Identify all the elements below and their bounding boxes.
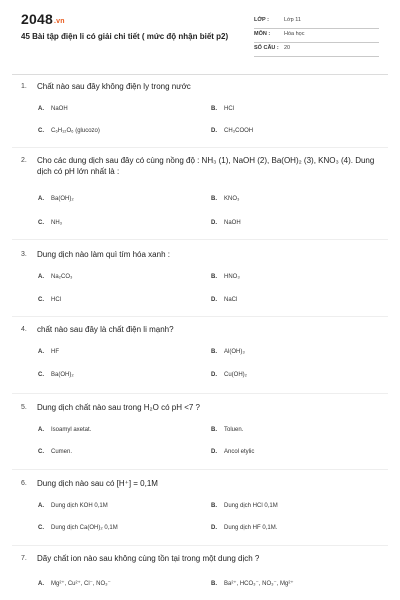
question-stem [21,249,386,260]
option-text: HF [51,349,59,355]
meta-label: SỐ CÂU : [254,45,279,51]
option-text: Dung dịch KOH 0,1M [51,503,108,509]
option-a[interactable] [38,427,91,433]
option-text: NaCl [224,297,238,303]
option-letter: D. [211,128,217,134]
question-4 [21,324,386,378]
option-letter: C. [38,128,44,134]
option-b[interactable] [211,106,234,112]
meta-value: Hóa học [284,31,305,37]
option-d[interactable] [211,449,254,455]
logo-suffix: .vn [53,18,65,25]
option-text: Cumen. [51,449,73,455]
option-letter: D. [211,372,217,378]
option-c[interactable] [38,372,74,378]
option-a[interactable] [38,196,74,202]
option-d[interactable] [211,220,241,226]
option-letter: B. [211,196,217,202]
option-d[interactable] [211,372,247,378]
option-letter: A. [38,427,44,433]
question-number: 5. [21,404,27,411]
question-text: Dung dịch chất nào sau trong H₂O có pH <7 ? [37,403,200,412]
option-b[interactable] [211,274,240,280]
option-b[interactable] [211,349,245,355]
option-letter: D. [211,297,217,303]
option-text: Toluen. [224,427,244,433]
option-letter: D. [211,449,217,455]
option-text: Dung dịch HCl 0,1M [224,503,278,509]
option-d[interactable] [211,297,237,303]
option-letter: A. [38,274,44,280]
option-letter: B. [211,349,217,355]
option-letter: B. [211,581,217,587]
option-c[interactable] [38,297,61,303]
question-5 [21,402,386,455]
question-text: chất nào sau đây là chất điện li mạnh? [37,325,174,334]
option-text: Ba²⁺, HCO₃⁻, NO₃⁻, Mg²⁺ [224,581,294,587]
option-d[interactable] [211,525,277,531]
option-text: Na₂CO₃ [51,274,73,280]
meta-label: MÔN : [254,31,271,37]
logo-text: 2048 [21,11,53,27]
option-letter: C. [38,525,44,531]
option-c[interactable] [38,525,118,531]
option-text: Dung dịch Ca(OH)₂ 0,1M [51,525,118,531]
option-text: HCl [224,106,234,112]
option-letter: D. [211,220,217,226]
question-divider [12,316,388,317]
question-number: 4. [21,326,27,333]
question-text: Dãy chất ion nào sau không cùng tồn tại trong một dung dịch ? [37,554,260,563]
question-6 [21,478,386,531]
option-text: HCl [51,297,61,303]
option-letter: C. [38,297,44,303]
option-letter: C. [38,449,44,455]
question-number: 2. [21,157,27,164]
option-a[interactable] [38,349,59,355]
option-text: Isoamyl axetat. [51,427,92,433]
option-letter: B. [211,503,217,509]
meta-value: 20 [284,45,291,51]
question-number: 1. [21,83,27,90]
meta-count-row [254,43,379,57]
question-text: Chất nào sau đây không điện ly trong nước [37,82,191,91]
question-stem [21,81,386,92]
option-letter: B. [211,106,217,112]
option-c[interactable] [38,220,62,226]
option-text: Dung dịch HF 0,1M. [224,525,278,531]
option-letter: B. [211,274,217,280]
question-stem [21,553,386,564]
question-number: 6. [21,480,27,487]
option-text: C₆H₁₂O₆ (glucozo) [51,128,100,134]
question-number: 7. [21,555,27,562]
question-stem [21,324,386,335]
option-c[interactable] [38,128,100,134]
option-text: Mg²⁺, Cu²⁺, Cl⁻, NO₃⁻ [51,581,111,587]
question-text: Cho các dung dịch sau đây có cùng nồng độ : NH₃ (1), NaOH (2), Ba(OH)₂ (3), KNO₃ (4). Dung dịch có pH lớn nhất là : [37,156,375,176]
site-logo[interactable] [21,11,65,27]
option-a[interactable] [38,580,111,587]
option-letter: A. [38,503,44,509]
option-text: Cu(OH)₂ [224,372,247,378]
option-b[interactable] [211,427,243,433]
question-3 [21,249,386,303]
option-b[interactable] [211,196,239,202]
option-a[interactable] [38,274,72,280]
option-b[interactable] [211,503,278,509]
meta-label: LỚP : [254,17,269,23]
page-title: 45 Bài tập điện li có giải chi tiết ( mức độ nhận biết p2) [21,32,229,41]
option-text: NaOH [51,106,68,112]
question-divider [12,393,388,394]
option-text: CH₃COOH [224,128,254,134]
option-c[interactable] [38,449,72,455]
option-letter: A. [38,196,44,202]
question-divider [12,469,388,470]
question-stem [21,402,386,413]
question-7 [21,553,386,587]
option-letter: C. [38,372,44,378]
option-a[interactable] [38,106,68,112]
option-letter: C. [38,220,44,226]
question-text: Dung dịch nào làm quì tím hóa xanh : [37,250,170,259]
header-divider [12,74,388,75]
option-text: Ba(OH)₂ [51,372,74,378]
question-number: 3. [21,251,27,258]
question-divider [12,545,388,546]
meta-subject-row [254,29,379,43]
option-a[interactable] [38,503,108,509]
option-b[interactable] [211,580,294,587]
option-text: Ancol etylic [224,449,255,455]
option-text: KNO₃ [224,196,240,202]
question-1 [21,81,386,134]
option-text: NH₃ [51,220,63,226]
option-text: NaOH [224,220,241,226]
option-text: Al(OH)₃ [224,349,245,355]
meta-value: Lớp 11 [284,17,301,23]
option-letter: D. [211,525,217,531]
option-letter: B. [211,427,217,433]
option-letter: A. [38,106,44,112]
option-d[interactable] [211,128,253,134]
question-divider [12,239,388,240]
question-stem [21,478,386,489]
document-header [0,0,400,70]
option-text: HNO₃ [224,274,240,280]
option-text: Ba(OH)₂ [51,196,74,202]
question-divider [12,147,388,148]
meta-class-row [254,15,379,29]
question-stem [21,155,386,177]
question-2 [21,155,386,226]
question-text: Dung dịch nào sau có [H⁺] = 0,1M [37,479,158,488]
option-letter: A. [38,581,44,587]
option-letter: A. [38,349,44,355]
